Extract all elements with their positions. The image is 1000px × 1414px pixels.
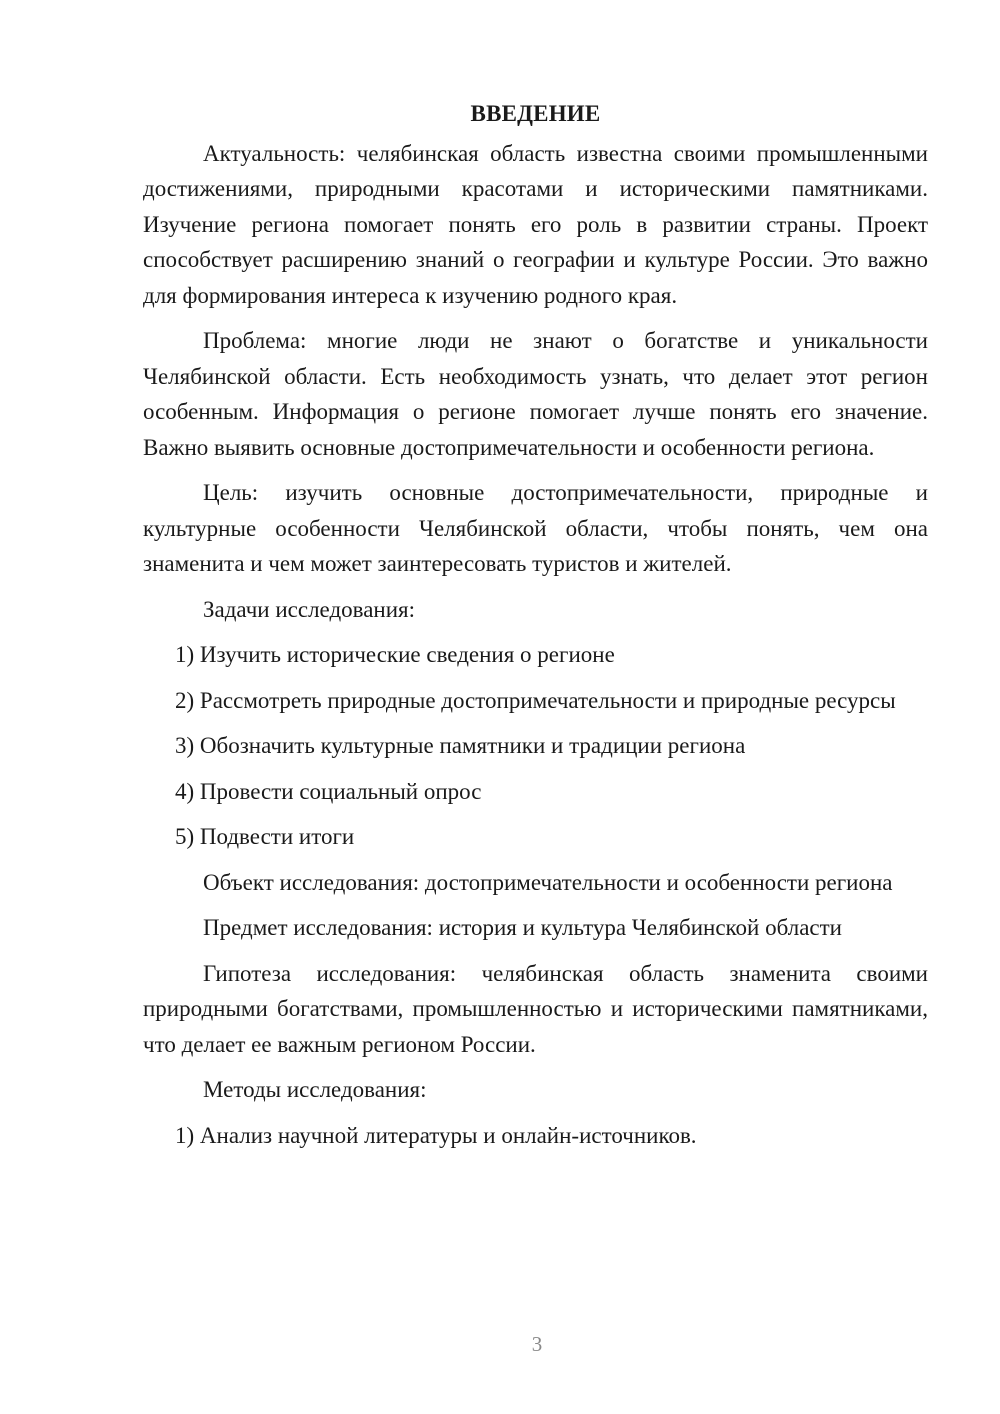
problem-paragraph: Проблема: многие люди не знают о богатстве и уникальности Челябинской области. Есть необходимость узнать, что делает этот регион особенным. Информация о регионе помогает лучше понять его значение. Важно выявить основные достопримечательности и особенности региона. [143, 328, 928, 460]
task-item-1: 1) Изучить исторические сведения о регионе [175, 642, 615, 667]
document-body [143, 96, 928, 1163]
task-item-3: 3) Обозначить культурные памятники и традиции региона [175, 733, 746, 758]
method-item-1: 1) Анализ научной литературы и онлайн-источников. [175, 1122, 697, 1148]
subject-paragraph: Предмет исследования: история и культура Челябинской области [203, 915, 842, 940]
hypothesis-paragraph: Гипотеза исследования: челябинская область знаменита своими природными богатствами, промышленностью и историческими памятниками, что делает ее важным регионом России. [143, 960, 928, 1057]
goal-paragraph: Цель: изучить основные достопримечательности, природные и культурные особенности Челябинской области, чтобы понять, чем она знаменита и чем может заинтересовать туристов и жителей. [143, 480, 928, 576]
object-paragraph: Объект исследования: достопримечательности и особенности региона [203, 869, 893, 895]
relevance-paragraph: Актуальность: челябинская область известна своими промышленными достижениями, природными красотами и историческими памятниками. Изучение региона помогает понять его роль в развитии страны. Проект способствует расширению знаний о географии и культуре России. Это важно для формирования интереса к изучению родного края. [143, 140, 928, 308]
task-item-5: 5) Подвести итоги [175, 824, 355, 849]
task-item-4: 4) Провести социальный опрос [175, 778, 482, 804]
task-item-2: 2) Рассмотреть природные достопримечательности и природные ресурсы [175, 687, 896, 713]
tasks-heading: Задачи исследования: [203, 596, 416, 622]
page-number: 3 [531, 1332, 543, 1356]
section-title: ВВЕДЕНИЕ [470, 101, 601, 126]
methods-heading: Методы исследования: [203, 1077, 427, 1102]
